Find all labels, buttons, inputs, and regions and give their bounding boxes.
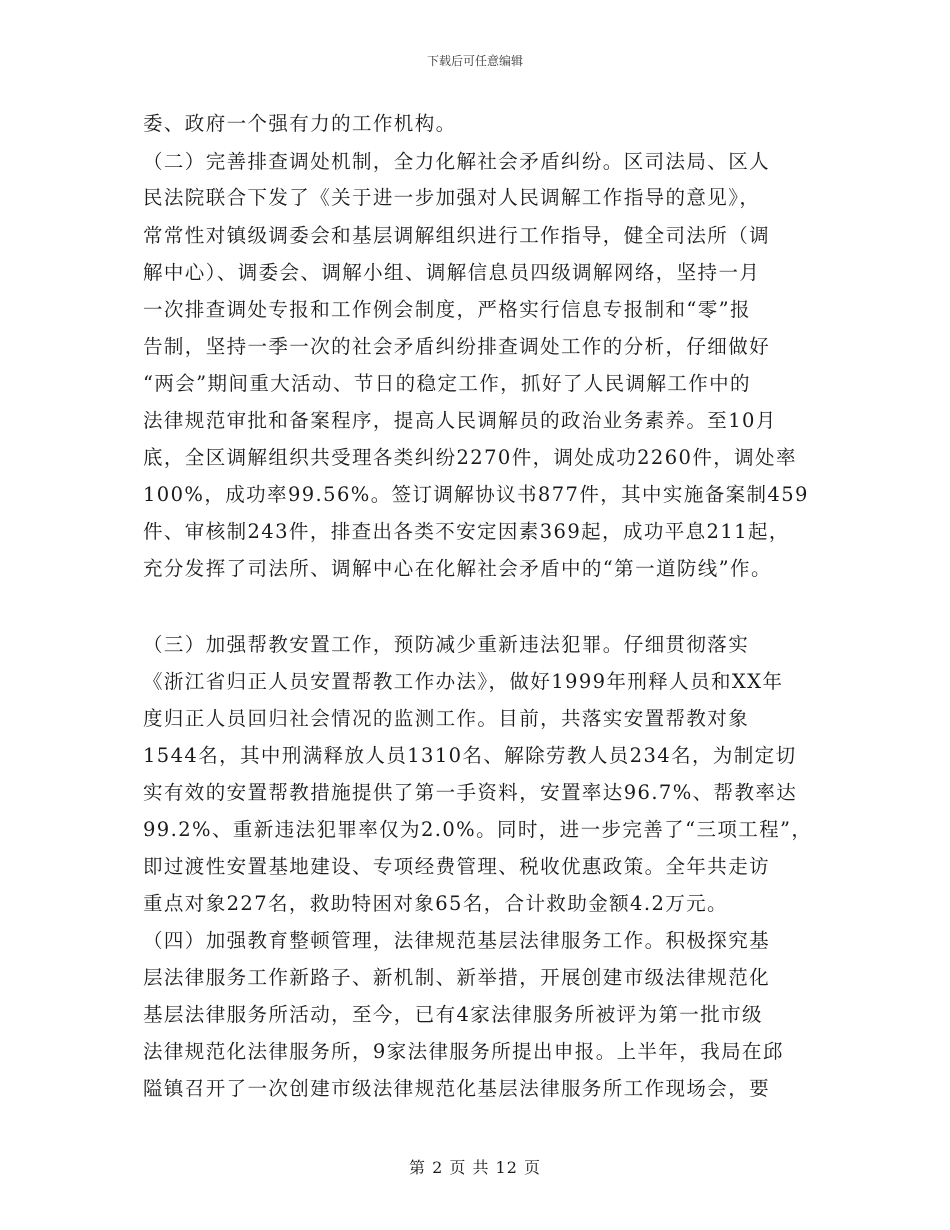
body-line: 委、政府一个强有力的工作机构。 [143,112,457,135]
body-line: 层法律服务工作新路子、新机制、新举措，开展创建市级法律规范化 [143,966,771,989]
body-line: 1544名，其中刑满释放人员1310名、解除劳教人员234名，为制定切 [143,744,797,767]
body-line: 常常性对镇级调委会和基层调解组织进行工作指导，健全司法所（调 [143,224,771,247]
body-line: 件、审核制243件，排查出各类不安定因素369起，成功平息211起， [143,520,790,543]
body-line: （四）加强教育整顿管理，法律规范基层法律服务工作。积极探究基 [143,929,771,952]
body-line: 度归正人员回归社会情况的监测工作。目前，共落实安置帮教对象 [143,707,750,730]
body-line: 99.2%、重新违法犯罪率仅为2.0%。同时，进一步完善了“三项工程”， [143,818,813,841]
body-line: 告制，坚持一季一次的社会矛盾纠纷排查调处工作的分析，仔细做好 [143,335,771,358]
body-line: 重点对象227名，救助特困对象65名，合计救助金额4.2万元。 [143,892,728,915]
body-line: 基层法律服务所活动，至今，已有4家法律服务所被评为第一批市级 [143,1003,763,1026]
body-line: 100%，成功率99.56%。签订调解协议书877件，其中实施备案制459 [143,483,809,506]
body-line: 解中心）、调委会、调解小组、调解信息员四级调解网络，坚持一月 [143,261,761,284]
page-number: 第 2 页 共 12 页 [409,1158,541,1177]
body-line: 隘镇召开了一次创建市级法律规范化基层法律服务所工作现场会，要 [143,1077,771,1100]
body-line: 即过渡性安置基地建设、专项经费管理、税收优惠政策。全年共走访 [143,855,771,878]
body-line: 底，全区调解组织共受理各类纠纷2270件，调处成功2260件，调处率 [143,446,797,469]
body-line: 一次排查调处专报和工作例会制度，严格实行信息专报制和“零”报 [143,298,751,321]
page-header: 下载后可任意编辑 [426,54,523,68]
body-line: 法律规范审批和备案程序，提高人民调解员的政治业务素养。至10月 [143,409,777,432]
body-line: 充分发挥了司法所、调解中心在化解社会矛盾中的“第一道防线”作。 [143,557,772,580]
body-line: 法律规范化法律服务所，9家法律服务所提出申报。上半年，我局在邱 [143,1040,784,1063]
body-line: 民法院联合下发了《关于进一步加强对人民调解工作指导的意见》， [143,186,761,209]
body-line: “两会”期间重大活动、节日的稳定工作，抓好了人民调解工作中的 [143,372,751,395]
body-line: 《浙江省归正人员安置帮教工作办法》，做好1999年刑释人员和XX年 [143,670,784,693]
body-line: 实有效的安置帮教措施提供了第一手资料，安置率达96.7%、帮教率达 [143,781,798,804]
body-line: （三）加强帮教安置工作，预防减少重新违法犯罪。仔细贯彻落实 [143,633,750,656]
body-line: （二）完善排查调处机制，全力化解社会矛盾纠纷。区司法局、区人 [143,150,771,173]
